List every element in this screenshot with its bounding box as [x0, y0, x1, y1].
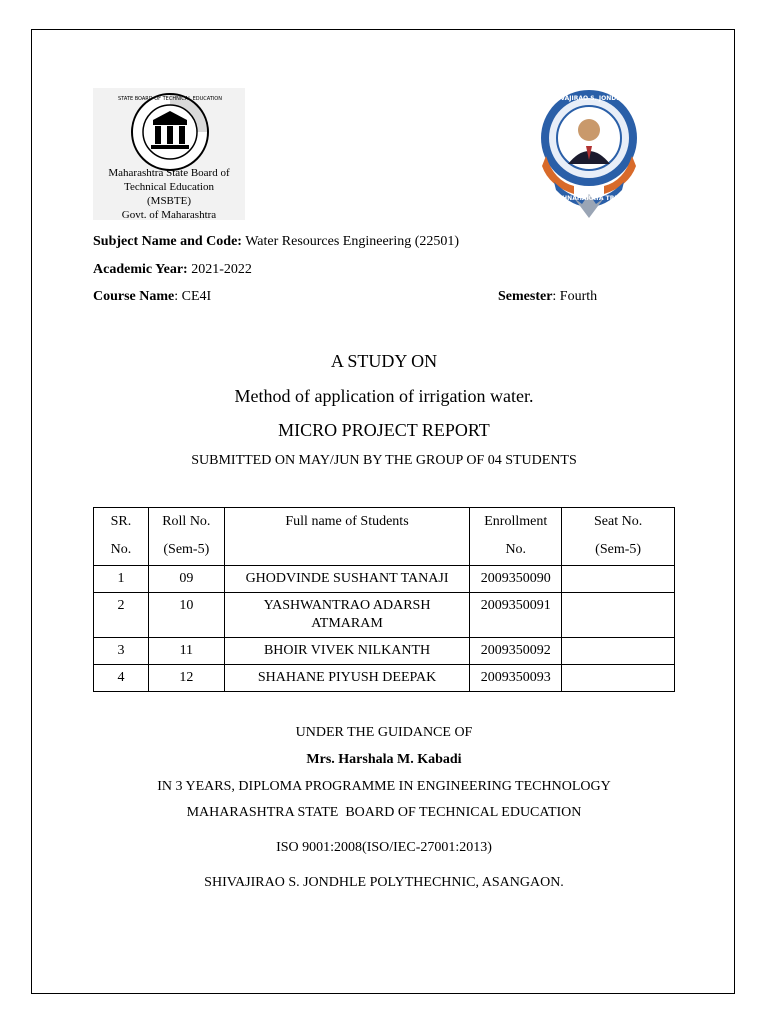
msbte-caption-line-2: Technical Education: [124, 181, 214, 193]
course-line: [93, 289, 211, 305]
guidance-line: UNDER THE GUIDANCE OF: [295, 725, 473, 740]
cell-roll: 09: [148, 566, 224, 593]
header-roll: Roll No. (Sem-5): [148, 508, 224, 566]
iso-line: ISO 9001:2008(ISO/IEC-27001:2013): [276, 840, 492, 855]
cell-enrollment: 2009350090: [470, 566, 562, 593]
table-header-row: [94, 508, 675, 566]
title-topic: Method of application of irrigation water.: [234, 386, 534, 406]
guide-name: Mrs. Harshala M. Kabadi: [306, 752, 462, 767]
cell-roll: 11: [148, 638, 224, 665]
cell-seat: [562, 593, 675, 638]
cell-roll: 12: [148, 665, 224, 692]
course-value: : CE4I: [174, 289, 212, 304]
institute-emblem-icon: [534, 86, 644, 224]
board-line: MAHARASHTRA STATE BOARD OF TECHNICAL EDUCATION: [186, 805, 582, 820]
academic-year-line: [93, 262, 252, 278]
cell-enrollment: 2009350092: [470, 638, 562, 665]
students-table: [93, 507, 675, 692]
header-seat: Seat No. (Sem-5): [562, 508, 675, 566]
cell-sr: 4: [94, 665, 149, 692]
academic-year-label: Academic Year:: [93, 262, 188, 277]
msbte-ring-text: STATE BOARD OF TECHNICAL EDUCATION: [118, 96, 222, 102]
table-row: [94, 593, 675, 638]
header-name: Full name of Students: [224, 508, 470, 566]
subject-line: [93, 234, 459, 250]
msbte-emblem-icon: [118, 92, 222, 172]
course-label: Course Name: [93, 289, 175, 304]
cell-seat: [562, 665, 675, 692]
institute-bottom-text: VIGHNAHARATA TRUST: [550, 195, 628, 202]
cell-name: BHOIR VIVEK NILKANTH: [224, 638, 470, 665]
table-row: [94, 665, 675, 692]
institute-ring-text: SHIVAJIRAO S. JONDHLE: [548, 95, 630, 102]
cell-sr: 2: [94, 593, 149, 638]
cell-seat: [562, 638, 675, 665]
msbte-caption-line-3: (MSBTE): [147, 195, 191, 207]
semester-line: [498, 289, 597, 305]
msbte-caption-line-4: Govt. of Maharashtra: [121, 209, 217, 221]
cell-sr: 3: [94, 638, 149, 665]
college-line: SHIVAJIRAO S. JONDHLE POLYTHECHNIC, ASANGAON.: [204, 875, 564, 890]
title-study: A STUDY ON: [330, 351, 438, 371]
cell-enrollment: 2009350091: [470, 593, 562, 638]
academic-year-value: 2021-2022: [187, 262, 252, 277]
subject-label: Subject Name and Code:: [93, 234, 242, 249]
cell-sr: 1: [94, 566, 149, 593]
diploma-line: IN 3 YEARS, DIPLOMA PROGRAMME IN ENGINEERING TECHNOLOGY: [157, 779, 611, 794]
title-report: MICRO PROJECT REPORT: [278, 420, 490, 440]
institute-logo: [534, 86, 644, 224]
cell-roll: 10: [148, 593, 224, 638]
header-sr: SR. No.: [94, 508, 149, 566]
cell-name: SHAHANE PIYUSH DEEPAK: [224, 665, 470, 692]
header-enrollment: Enrollment No.: [470, 508, 562, 566]
msbte-caption-line-1: Maharashtra State Board of: [108, 167, 230, 179]
cell-seat: [562, 566, 675, 593]
cell-name: GHODVINDE SUSHANT TANAJI: [224, 566, 470, 593]
cell-enrollment: 2009350093: [470, 665, 562, 692]
table-row: [94, 638, 675, 665]
subject-value: Water Resources Engineering (22501): [241, 234, 460, 249]
cell-name: YASHWANTRAO ADARSH ATMARAM: [224, 593, 470, 638]
msbte-logo: [93, 88, 245, 220]
semester-value: : Fourth: [552, 289, 598, 304]
submitted-line: SUBMITTED ON MAY/JUN BY THE GROUP OF 04 STUDENTS: [191, 453, 577, 468]
semester-label: Semester: [498, 289, 553, 304]
table-row: [94, 566, 675, 593]
